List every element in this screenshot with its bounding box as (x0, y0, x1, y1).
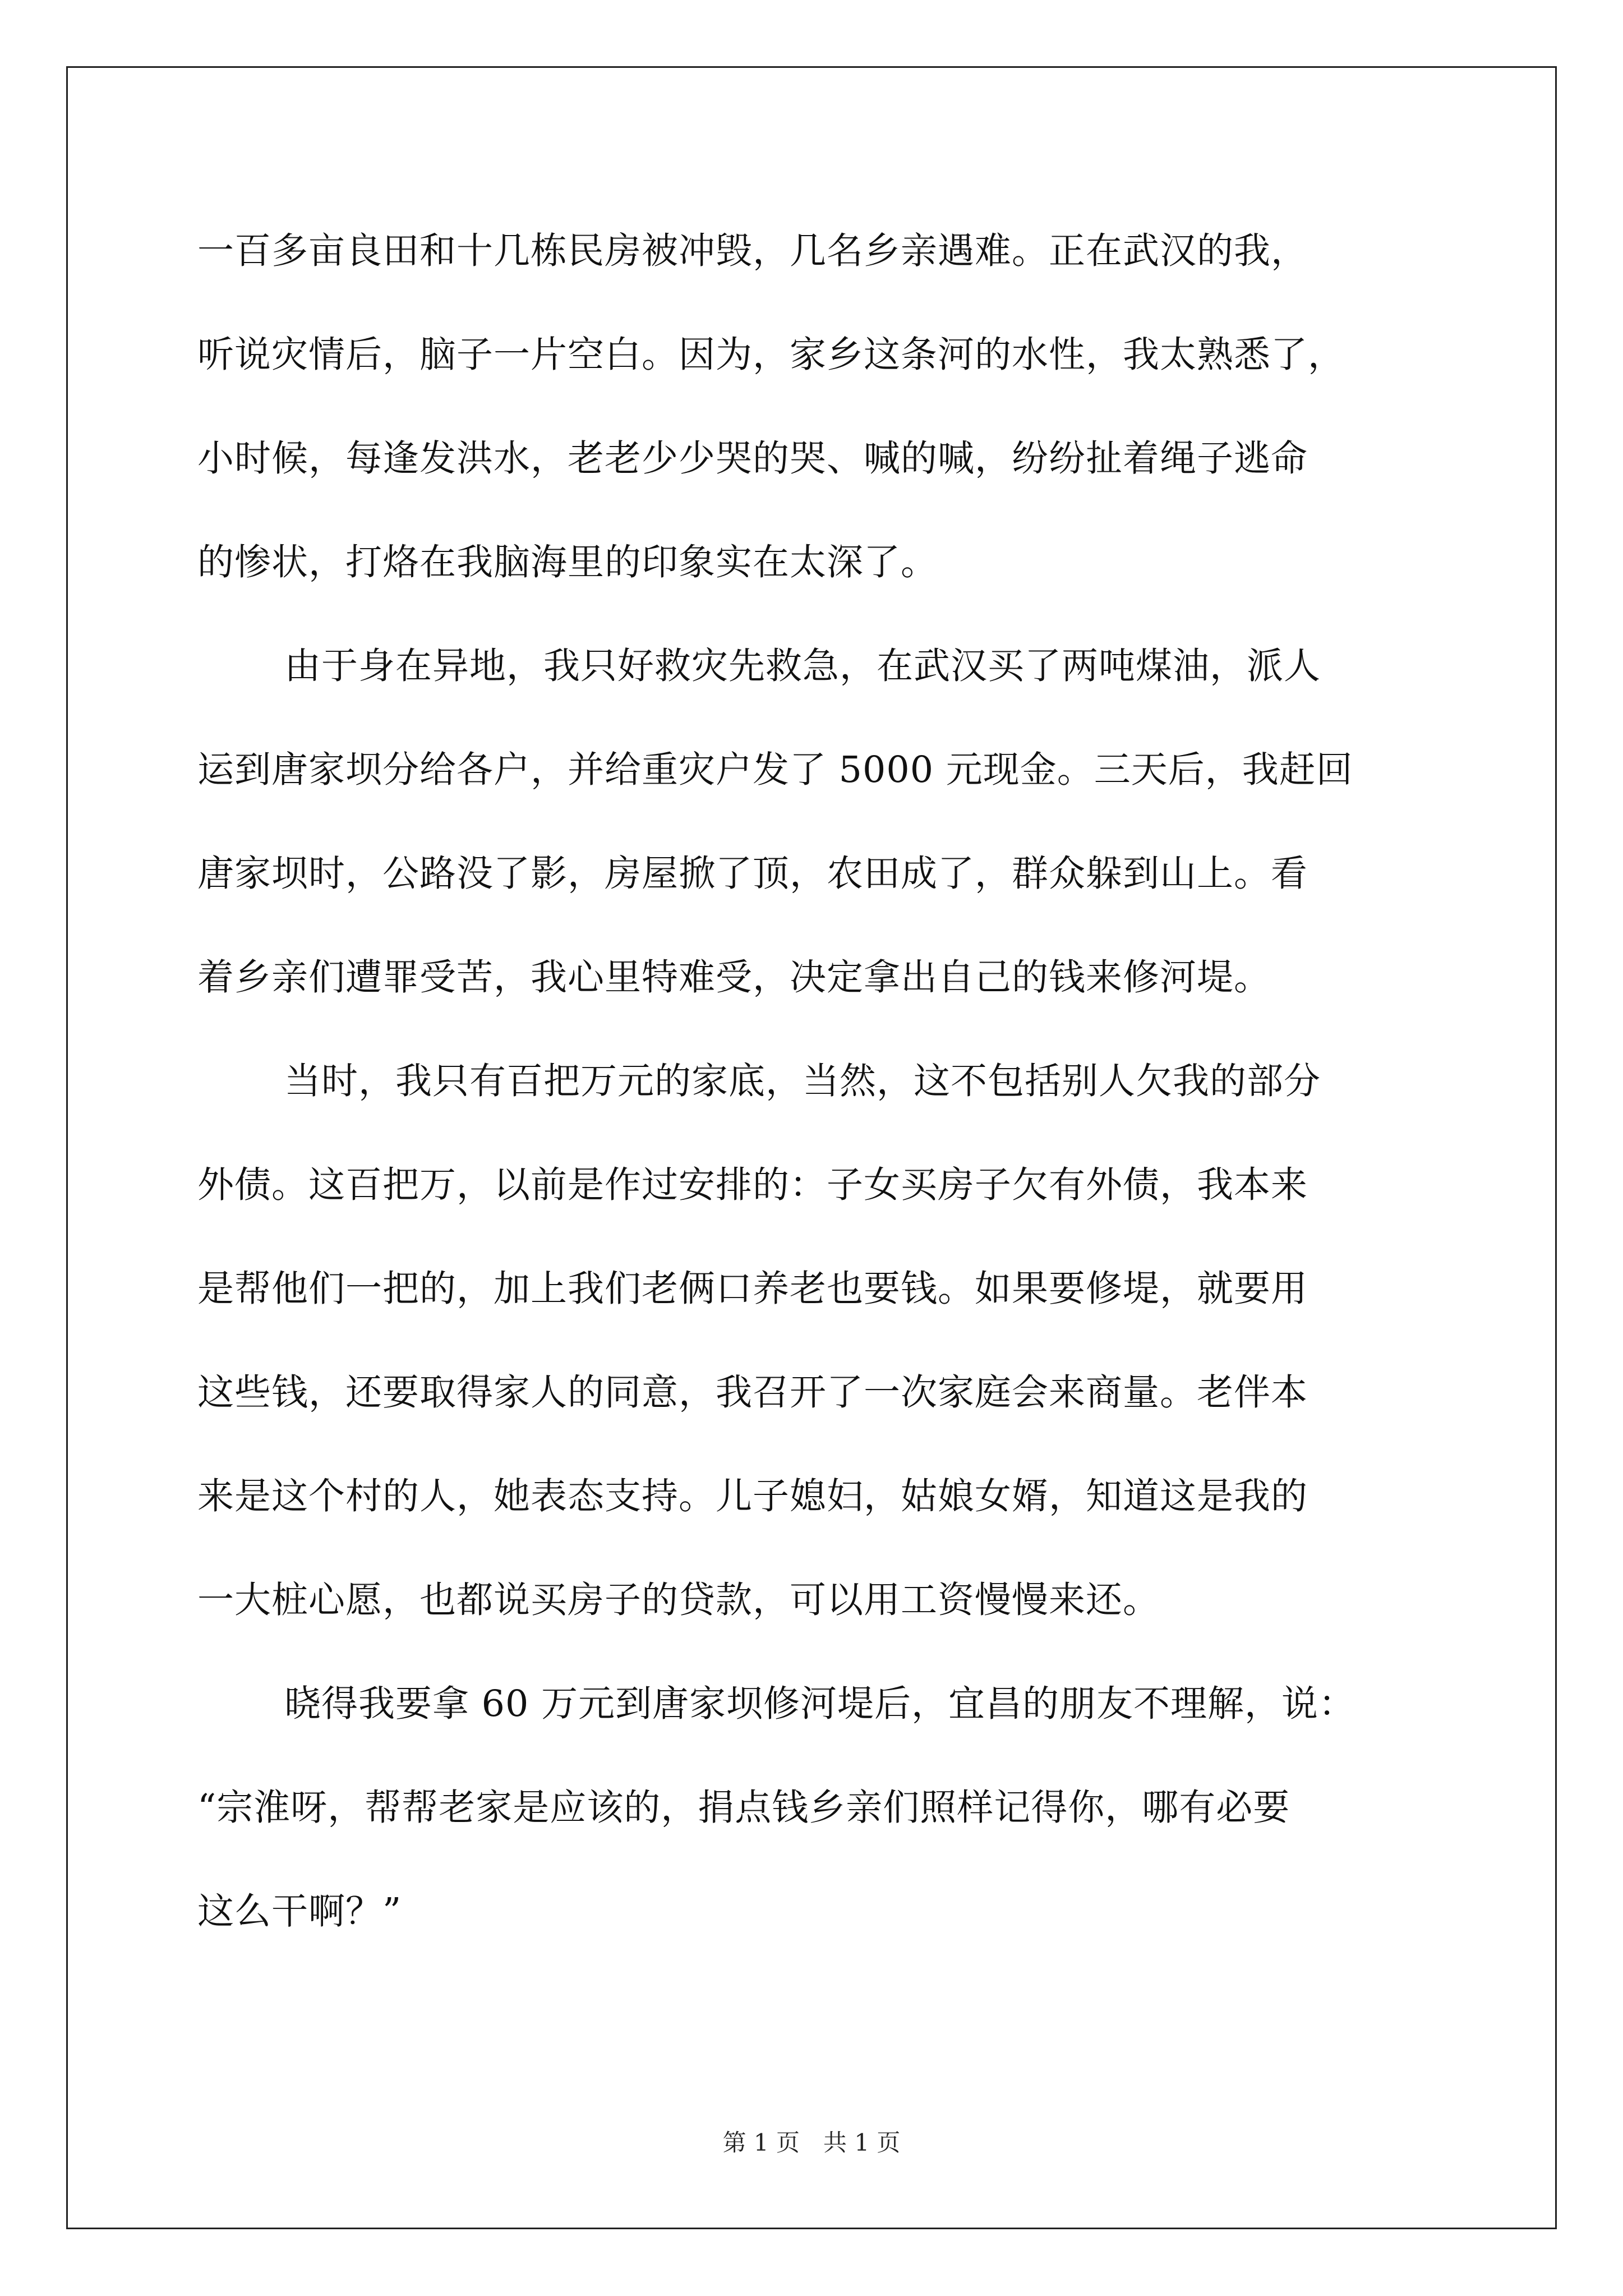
text-line: 唐家坝时，公路没了影，房屋掀了顶，农田成了，群众躲到山上。看 (197, 853, 1308, 895)
text-line: 小时候，每逢发洪水，老老少少哭的哭、喊的喊，纷纷扯着绳子逃命 (197, 438, 1308, 480)
text-line: 一百多亩良田和十几栋民房被冲毁，几名乡亲遇难。正在武汉的我， (197, 230, 1308, 272)
page-footer (0, 2126, 1623, 2160)
paragraph-1 (197, 199, 1448, 614)
text-line: 听说灾情后，脑子一片空白。因为，家乡这条河的水性，我太熟悉了， (197, 334, 1345, 376)
text-line: 一大桩心愿，也都说买房子的贷款，可以用工资慢慢来还。 (197, 1579, 1160, 1621)
text-line: 外债。这百把万，以前是作过安排的：子女买房子欠有外债，我本来 (197, 1164, 1308, 1206)
text-line: 运到唐家坝分给各户，并给重灾户发了 5000 元现金。三天后，我赶回 (197, 749, 1353, 791)
document-body (197, 199, 1448, 1963)
text-line: 的惨状，打烙在我脑海里的印象实在太深了。 (197, 541, 938, 583)
text-line: 当时，我只有百把万元的家底，当然，这不包括别人欠我的部分 (284, 1060, 1321, 1102)
page-number: 第 1 页 共 1 页 (722, 2129, 901, 2156)
text-line: 着乡亲们遭罪受苦，我心里特难受，决定拿出自己的钱来修河堤。 (197, 956, 1271, 999)
text-line: 是帮他们一把的，加上我们老俩口养老也要钱。如果要修堤，就要用 (197, 1268, 1308, 1310)
text-line: 来是这个村的人，她表态支持。儿子媳妇，姑娘女婿，知道这是我的 (197, 1475, 1308, 1517)
text-line: 晓得我要拿 60 万元到唐家坝修河堤后，宜昌的朋友不理解，说： (284, 1683, 1356, 1725)
paragraph-3 (197, 1029, 1448, 1652)
text-line: 这些钱，还要取得家人的同意，我召开了一次家庭会来商量。老伴本 (197, 1372, 1308, 1414)
paragraph-4 (197, 1652, 1448, 1963)
text-line: “宗淮呀，帮帮老家是应该的，捐点钱乡亲们照样记得你，哪有必要 (197, 1787, 1290, 1829)
text-line: 由于身在异地，我只好救灾先救急，在武汉买了两吨煤油，派人 (284, 645, 1321, 687)
text-line: 这么干啊？” (197, 1890, 402, 1932)
paragraph-2 (197, 614, 1448, 1029)
